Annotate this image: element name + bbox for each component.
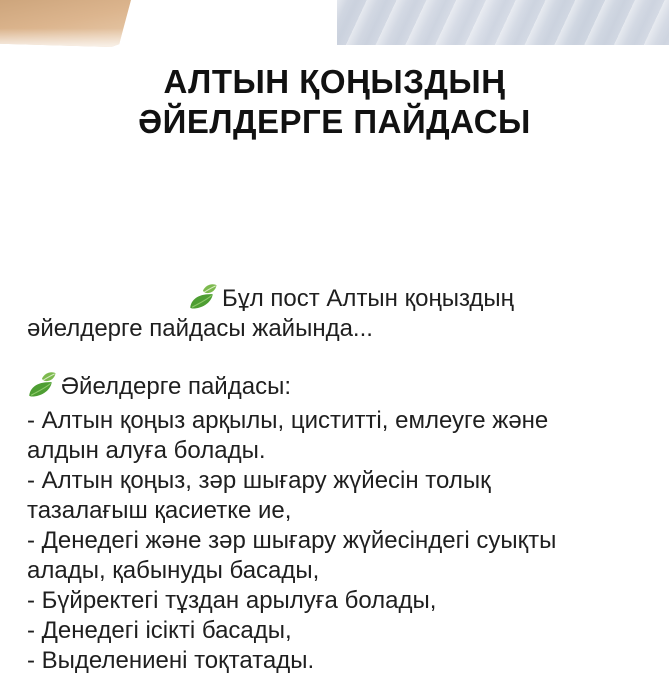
post-title-line2: ӘЙЕЛДЕРГЕ ПАЙДАСЫ — [138, 103, 531, 140]
benefit-line: тазалағыш қасиетке ие, — [27, 497, 292, 524]
benefit-line: - Денедегі және зәр шығару жүйесіндегі суықты — [27, 527, 557, 554]
benefit-line: - Бүйректегі тұздан арылуға болады, — [27, 587, 437, 614]
photo-fragment-fabric — [337, 0, 669, 45]
benefits-list — [27, 406, 649, 676]
intro-paragraph — [27, 283, 649, 344]
intro-line1 — [27, 283, 649, 314]
benefits-heading — [27, 371, 649, 402]
benefit-line: - Алтын қоңыз, зәр шығару жүйесін толық — [27, 467, 491, 494]
post-title — [0, 62, 669, 142]
benefit-line: алдын алуға болады. — [27, 437, 266, 464]
intro-line1-text: Бұл пост Алтын қоңыздың — [222, 285, 514, 312]
leaf-emoji-icon — [188, 283, 218, 313]
photo-fragment-skin — [0, 0, 131, 47]
benefit-line: - Выделениені тоқтатады. — [27, 647, 315, 674]
intro-line2: әйелдерге пайдасы жайында... — [27, 315, 373, 342]
benefit-line: алады, қабынуды басады, — [27, 557, 320, 584]
leaf-emoji-icon — [27, 371, 57, 401]
benefit-line: - Денедегі ісікті басады, — [27, 617, 292, 644]
benefit-line: - Алтын қоңыз арқылы, циститті, емлеуге және — [27, 407, 549, 434]
post-title-line1: АЛТЫН ҚОҢЫЗДЫҢ — [163, 63, 506, 100]
benefits-heading-text: Әйелдерге пайдасы: — [61, 373, 291, 400]
